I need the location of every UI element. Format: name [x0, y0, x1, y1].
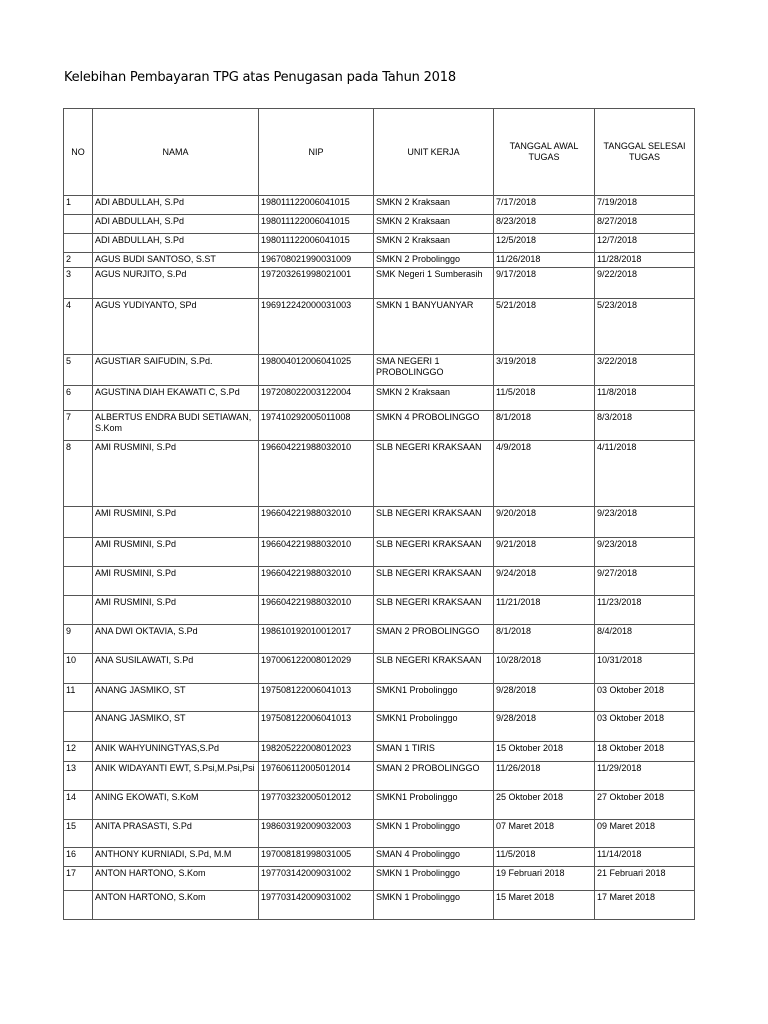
cell-selesai: 8/3/2018 — [595, 411, 695, 441]
table-row — [64, 742, 695, 762]
cell-unit: SMAN 1 TIRIS — [374, 742, 494, 762]
cell-no: 3 — [64, 268, 93, 299]
table-row — [64, 538, 695, 567]
cell-nip: 197008181998031005 — [259, 848, 374, 867]
cell-no: 1 — [64, 196, 93, 215]
cell-awal: 4/9/2018 — [494, 441, 595, 507]
cell-awal: 9/17/2018 — [494, 268, 595, 299]
cell-nip: 198011122006041015 — [259, 196, 374, 215]
table-row — [64, 253, 695, 268]
cell-unit: SMAN 4 Probolinggo — [374, 848, 494, 867]
cell-unit: SLB NEGERI KRAKSAAN — [374, 654, 494, 684]
cell-awal: 9/28/2018 — [494, 712, 595, 742]
cell-selesai: 3/22/2018 — [595, 355, 695, 386]
cell-selesai: 11/28/2018 — [595, 253, 695, 268]
cell-nip: 198011122006041015 — [259, 234, 374, 253]
cell-unit: SLB NEGERI KRAKSAAN — [374, 507, 494, 538]
cell-nip: 196604221988032010 — [259, 596, 374, 625]
cell-unit: SMKN1 Probolinggo — [374, 791, 494, 820]
cell-no — [64, 538, 93, 567]
cell-nama: ADI ABDULLAH, S.Pd — [93, 215, 259, 234]
cell-nama: ANING EKOWATI, S.KoM — [93, 791, 259, 820]
cell-awal: 11/5/2018 — [494, 848, 595, 867]
cell-awal: 7/17/2018 — [494, 196, 595, 215]
cell-selesai: 12/7/2018 — [595, 234, 695, 253]
cell-nama: ALBERTUS ENDRA BUDI SETIAWAN, S.Kom — [93, 411, 259, 441]
cell-nama: ANANG JASMIKO, ST — [93, 712, 259, 742]
table-row — [64, 625, 695, 654]
cell-awal: 9/20/2018 — [494, 507, 595, 538]
cell-selesai: 11/14/2018 — [595, 848, 695, 867]
cell-no: 10 — [64, 654, 93, 684]
cell-unit: SMKN1 Probolinggo — [374, 684, 494, 712]
cell-selesai: 9/23/2018 — [595, 507, 695, 538]
cell-nip: 196604221988032010 — [259, 567, 374, 596]
tpg-table — [63, 108, 695, 920]
cell-awal: 5/21/2018 — [494, 299, 595, 355]
header-tanggal-selesai: TANGGAL SELESAI TUGAS — [595, 109, 695, 196]
cell-awal: 11/26/2018 — [494, 253, 595, 268]
cell-unit: SLB NEGERI KRAKSAAN — [374, 538, 494, 567]
cell-awal: 11/21/2018 — [494, 596, 595, 625]
cell-unit: SMAN 2 PROBOLINGGO — [374, 625, 494, 654]
cell-awal: 11/5/2018 — [494, 386, 595, 411]
table-row — [64, 684, 695, 712]
cell-no — [64, 507, 93, 538]
table-row — [64, 712, 695, 742]
cell-unit: SMKN 1 BANYUANYAR — [374, 299, 494, 355]
cell-nip: 198004012006041025 — [259, 355, 374, 386]
cell-selesai: 4/11/2018 — [595, 441, 695, 507]
cell-selesai: 9/22/2018 — [595, 268, 695, 299]
cell-no — [64, 712, 93, 742]
cell-awal: 11/26/2018 — [494, 762, 595, 791]
cell-no: 7 — [64, 411, 93, 441]
cell-nip: 197703142009031002 — [259, 867, 374, 891]
cell-nama: AMI RUSMINI, S.Pd — [93, 596, 259, 625]
cell-unit: SMKN 2 Kraksaan — [374, 215, 494, 234]
cell-selesai: 03 Oktober 2018 — [595, 712, 695, 742]
cell-awal: 15 Oktober 2018 — [494, 742, 595, 762]
table-row — [64, 567, 695, 596]
cell-no: 4 — [64, 299, 93, 355]
cell-nip: 197203261998021001 — [259, 268, 374, 299]
cell-nama: AGUS BUDI SANTOSO, S.ST — [93, 253, 259, 268]
cell-no: 11 — [64, 684, 93, 712]
cell-selesai: 11/29/2018 — [595, 762, 695, 791]
cell-no: 2 — [64, 253, 93, 268]
cell-nama: ANIK WIDAYANTI EWT, S.Psi,M.Psi,Psi — [93, 762, 259, 791]
header-unit-kerja: UNIT KERJA — [374, 109, 494, 196]
cell-no: 14 — [64, 791, 93, 820]
table-header-row — [64, 109, 695, 196]
cell-selesai: 17 Maret 2018 — [595, 891, 695, 920]
cell-unit: SLB NEGERI KRAKSAAN — [374, 441, 494, 507]
cell-nip: 196708021990031009 — [259, 253, 374, 268]
cell-unit: SMKN 2 Probolinggo — [374, 253, 494, 268]
cell-nip: 196604221988032010 — [259, 507, 374, 538]
cell-awal: 3/19/2018 — [494, 355, 595, 386]
cell-no: 9 — [64, 625, 93, 654]
table-row — [64, 791, 695, 820]
cell-nip: 197208022003122004 — [259, 386, 374, 411]
table-row — [64, 268, 695, 299]
header-nip: NIP — [259, 109, 374, 196]
cell-selesai: 03 Oktober 2018 — [595, 684, 695, 712]
cell-nama: ANTHONY KURNIADI, S.Pd, M.M — [93, 848, 259, 867]
table-row — [64, 820, 695, 848]
table-row — [64, 441, 695, 507]
cell-unit: SMKN 2 Kraksaan — [374, 234, 494, 253]
cell-no: 8 — [64, 441, 93, 507]
header-tanggal-awal: TANGGAL AWAL TUGAS — [494, 109, 595, 196]
cell-selesai: 10/31/2018 — [595, 654, 695, 684]
cell-nama: AGUS YUDIYANTO, SPd — [93, 299, 259, 355]
cell-unit: SMKN 1 Probolinggo — [374, 820, 494, 848]
cell-awal: 25 Oktober 2018 — [494, 791, 595, 820]
cell-no: 15 — [64, 820, 93, 848]
cell-awal: 10/28/2018 — [494, 654, 595, 684]
cell-unit: SMKN 2 Kraksaan — [374, 386, 494, 411]
cell-nip: 197508122006041013 — [259, 684, 374, 712]
cell-nama: ANIK WAHYUNINGTYAS,S.Pd — [93, 742, 259, 762]
cell-selesai: 9/23/2018 — [595, 538, 695, 567]
document-title: Kelebihan Pembayaran TPG atas Penugasan pada Tahun 2018 — [64, 70, 456, 85]
cell-selesai: 09 Maret 2018 — [595, 820, 695, 848]
table-row — [64, 867, 695, 891]
table-row — [64, 848, 695, 867]
cell-no — [64, 215, 93, 234]
table-row — [64, 386, 695, 411]
cell-no: 16 — [64, 848, 93, 867]
cell-nama: ANA SUSILAWATI, S.Pd — [93, 654, 259, 684]
cell-selesai: 11/23/2018 — [595, 596, 695, 625]
cell-nip: 197508122006041013 — [259, 712, 374, 742]
cell-awal: 07 Maret 2018 — [494, 820, 595, 848]
cell-unit: SMKN 1 Probolinggo — [374, 867, 494, 891]
cell-selesai: 8/27/2018 — [595, 215, 695, 234]
cell-nip: 196604221988032010 — [259, 441, 374, 507]
cell-selesai: 7/19/2018 — [595, 196, 695, 215]
cell-nip: 198205222008012023 — [259, 742, 374, 762]
cell-selesai: 8/4/2018 — [595, 625, 695, 654]
cell-nama: ADI ABDULLAH, S.Pd — [93, 234, 259, 253]
table-row — [64, 299, 695, 355]
cell-selesai: 9/27/2018 — [595, 567, 695, 596]
table-row — [64, 411, 695, 441]
table-row — [64, 507, 695, 538]
cell-unit: SMKN 1 Probolinggo — [374, 891, 494, 920]
cell-no: 13 — [64, 762, 93, 791]
cell-nip: 198011122006041015 — [259, 215, 374, 234]
cell-nama: AMI RUSMINI, S.Pd — [93, 507, 259, 538]
cell-nip: 197006122008012029 — [259, 654, 374, 684]
cell-unit: SMKN1 Probolinggo — [374, 712, 494, 742]
cell-nama: AMI RUSMINI, S.Pd — [93, 567, 259, 596]
table-row — [64, 215, 695, 234]
cell-nama: ANANG JASMIKO, ST — [93, 684, 259, 712]
cell-unit: SLB NEGERI KRAKSAAN — [374, 596, 494, 625]
cell-awal: 9/24/2018 — [494, 567, 595, 596]
cell-nama: ANA DWI OKTAVIA, S.Pd — [93, 625, 259, 654]
cell-unit: SMKN 4 PROBOLINGGO — [374, 411, 494, 441]
table-body — [64, 196, 695, 920]
cell-awal: 9/21/2018 — [494, 538, 595, 567]
table-row — [64, 234, 695, 253]
cell-awal: 8/23/2018 — [494, 215, 595, 234]
cell-no — [64, 891, 93, 920]
table-row — [64, 196, 695, 215]
cell-no — [64, 596, 93, 625]
cell-awal: 8/1/2018 — [494, 625, 595, 654]
cell-no: 6 — [64, 386, 93, 411]
table-row — [64, 891, 695, 920]
table-row — [64, 654, 695, 684]
cell-nama: AMI RUSMINI, S.Pd — [93, 441, 259, 507]
cell-nip: 197606112005012014 — [259, 762, 374, 791]
cell-selesai: 18 Oktober 2018 — [595, 742, 695, 762]
cell-no: 12 — [64, 742, 93, 762]
cell-nip: 198603192009032003 — [259, 820, 374, 848]
cell-no — [64, 567, 93, 596]
cell-awal: 8/1/2018 — [494, 411, 595, 441]
cell-selesai: 5/23/2018 — [595, 299, 695, 355]
cell-selesai: 11/8/2018 — [595, 386, 695, 411]
cell-unit: SLB NEGERI KRAKSAAN — [374, 567, 494, 596]
cell-no: 5 — [64, 355, 93, 386]
cell-awal: 12/5/2018 — [494, 234, 595, 253]
cell-nama: AGUSTINA DIAH EKAWATI C, S.Pd — [93, 386, 259, 411]
cell-nama: ANTON HARTONO, S.Kom — [93, 891, 259, 920]
cell-nip: 197410292005011008 — [259, 411, 374, 441]
cell-awal: 19 Februari 2018 — [494, 867, 595, 891]
cell-unit: SMAN 2 PROBOLINGGO — [374, 762, 494, 791]
cell-awal: 9/28/2018 — [494, 684, 595, 712]
cell-nama: ANTON HARTONO, S.Kom — [93, 867, 259, 891]
cell-nama: ADI ABDULLAH, S.Pd — [93, 196, 259, 215]
cell-nama: AMI RUSMINI, S.Pd — [93, 538, 259, 567]
table-row — [64, 355, 695, 386]
cell-unit: SMA NEGERI 1 PROBOLINGGO — [374, 355, 494, 386]
cell-selesai: 21 Februari 2018 — [595, 867, 695, 891]
cell-no — [64, 234, 93, 253]
cell-nama: AGUS NURJITO, S.Pd — [93, 268, 259, 299]
cell-nip: 196912242000031003 — [259, 299, 374, 355]
cell-nama: AGUSTIAR SAIFUDIN, S.Pd. — [93, 355, 259, 386]
cell-nip: 198610192010012017 — [259, 625, 374, 654]
cell-nip: 197703142009031002 — [259, 891, 374, 920]
table-row — [64, 762, 695, 791]
cell-unit: SMK Negeri 1 Sumberasih — [374, 268, 494, 299]
cell-unit: SMKN 2 Kraksaan — [374, 196, 494, 215]
table-row — [64, 596, 695, 625]
cell-awal: 15 Maret 2018 — [494, 891, 595, 920]
cell-no: 17 — [64, 867, 93, 891]
cell-nip: 197703232005012012 — [259, 791, 374, 820]
cell-nama: ANITA PRASASTI, S.Pd — [93, 820, 259, 848]
cell-nip: 196604221988032010 — [259, 538, 374, 567]
cell-selesai: 27 Oktober 2018 — [595, 791, 695, 820]
header-nama: NAMA — [93, 109, 259, 196]
header-no: NO — [64, 109, 93, 196]
